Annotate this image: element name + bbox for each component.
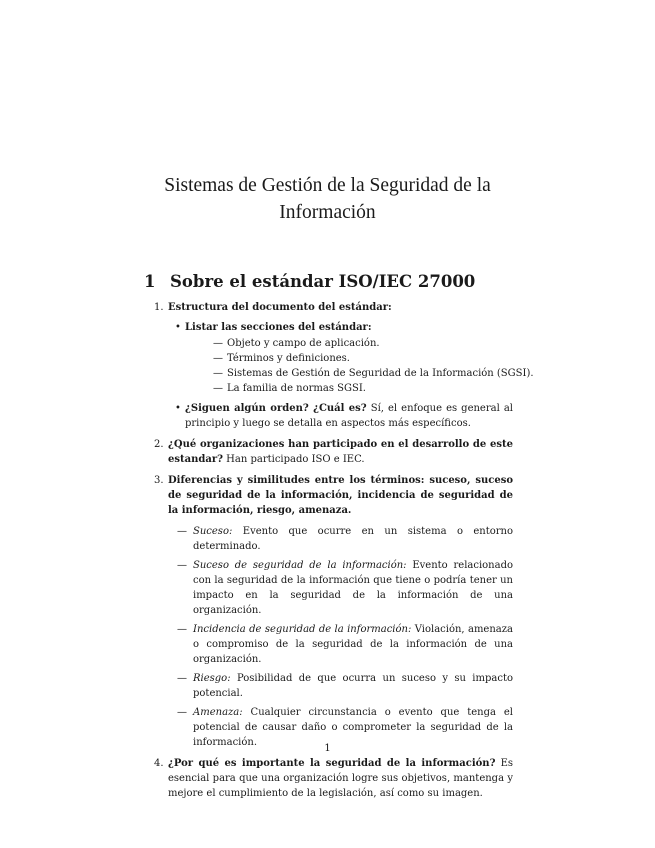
item-number: 2. (154, 439, 164, 450)
bullet-dot-icon: • (175, 403, 181, 414)
definition-text: Cualquier circunstancia o evento que tenga el potencial de causar daño o comprometer la seguridad de la información. (193, 707, 513, 748)
item-heading: ¿Por qué es importante la seguridad de la información? (168, 758, 496, 769)
bullet-text: Sí, el enfoque es general al principio y luego se detalla en aspectos más específicos. (185, 403, 513, 429)
document-title-line-1: Sistemas de Gestión de la Seguridad de la (164, 175, 491, 196)
enumerated-list (154, 300, 534, 807)
document-title-line-2: Información (279, 202, 376, 223)
definition-term: Riesgo: (193, 673, 231, 684)
dash-icon: — (213, 383, 223, 394)
sublist-item-text: Términos y definiciones. (227, 353, 350, 364)
dash-icon: — (213, 368, 223, 379)
definition-term: Suceso: (193, 526, 233, 537)
sublist-item (213, 336, 513, 351)
item-heading: Diferencias y similitudes entre los términos: suceso, suceso de seguridad de la información, incidencia de seguridad de la información, riesgo, amenaza. (168, 475, 513, 516)
item-number: 1. (154, 302, 164, 313)
definition-term: Incidencia de seguridad de la información: (193, 624, 412, 635)
definition-term: Suceso de seguridad de la información: (193, 560, 407, 571)
item-text: Han participado ISO e IEC. (226, 454, 365, 465)
page-number: 1 (324, 743, 331, 754)
document-title (0, 172, 655, 226)
list-item-3 (154, 473, 514, 750)
bullet-item-order (175, 401, 513, 431)
bullet-item-sections (175, 320, 534, 396)
definition-text: Evento que ocurre en un sistema o entorno determinado. (193, 526, 514, 552)
section-number: 1 (144, 272, 156, 291)
sublist-item (213, 381, 513, 396)
dash-icon: — (177, 707, 187, 718)
definition-item (177, 622, 513, 667)
dash-icon: — (177, 526, 187, 537)
definition-text: Violación, amenaza o compromiso de la seguridad de la información de una organización. (193, 624, 513, 665)
definition-item (177, 671, 513, 701)
dash-icon: — (177, 560, 187, 571)
item-heading: Estructura del documento del estándar: (168, 302, 392, 313)
dash-icon: — (177, 624, 187, 635)
definition-item (177, 524, 513, 554)
sublist-item (213, 366, 534, 381)
item-number: 4. (154, 758, 164, 769)
dash-icon: — (213, 338, 223, 349)
bullet-label: ¿Siguen algún orden? ¿Cuál es? (185, 403, 367, 414)
section-title: Sobre el estándar ISO/IEC 27000 (170, 272, 476, 291)
sublist-item-text: Objeto y campo de aplicación. (227, 338, 380, 349)
section-heading (144, 272, 475, 291)
dash-icon: — (177, 673, 187, 684)
definition-text: Posibilidad de que ocurra un suceso y su impacto potencial. (193, 673, 513, 699)
list-item-1 (154, 300, 534, 431)
bullet-label: Listar las secciones del estándar: (185, 322, 372, 333)
list-item-4 (154, 756, 513, 801)
list-item-2 (154, 437, 513, 467)
definition-term: Amenaza: (193, 707, 243, 718)
definition-text: Evento relacionado con la seguridad de la información que tiene o podría tener un impacto en la seguridad de la información de una organización. (193, 560, 513, 616)
sublist-item-text: Sistemas de Gestión de Seguridad de la Información (SGSI). (227, 368, 534, 379)
sections-sublist (213, 336, 534, 396)
item-heading: ¿Qué organizaciones han participado en el desarrollo de este estandar? (168, 439, 513, 465)
definition-item (177, 558, 513, 618)
sublist-item-text: La familia de normas SGSI. (227, 383, 366, 394)
definitions-list (177, 524, 513, 750)
item-text: Es esencial para que una organización logre sus objetivos, mantenga y mejore el cumplimiento de la legislación, así como su imagen. (168, 758, 513, 799)
dash-icon: — (213, 353, 223, 364)
bullet-dot-icon: • (175, 322, 181, 333)
sublist-item (213, 351, 513, 366)
item-number: 3. (154, 475, 164, 486)
